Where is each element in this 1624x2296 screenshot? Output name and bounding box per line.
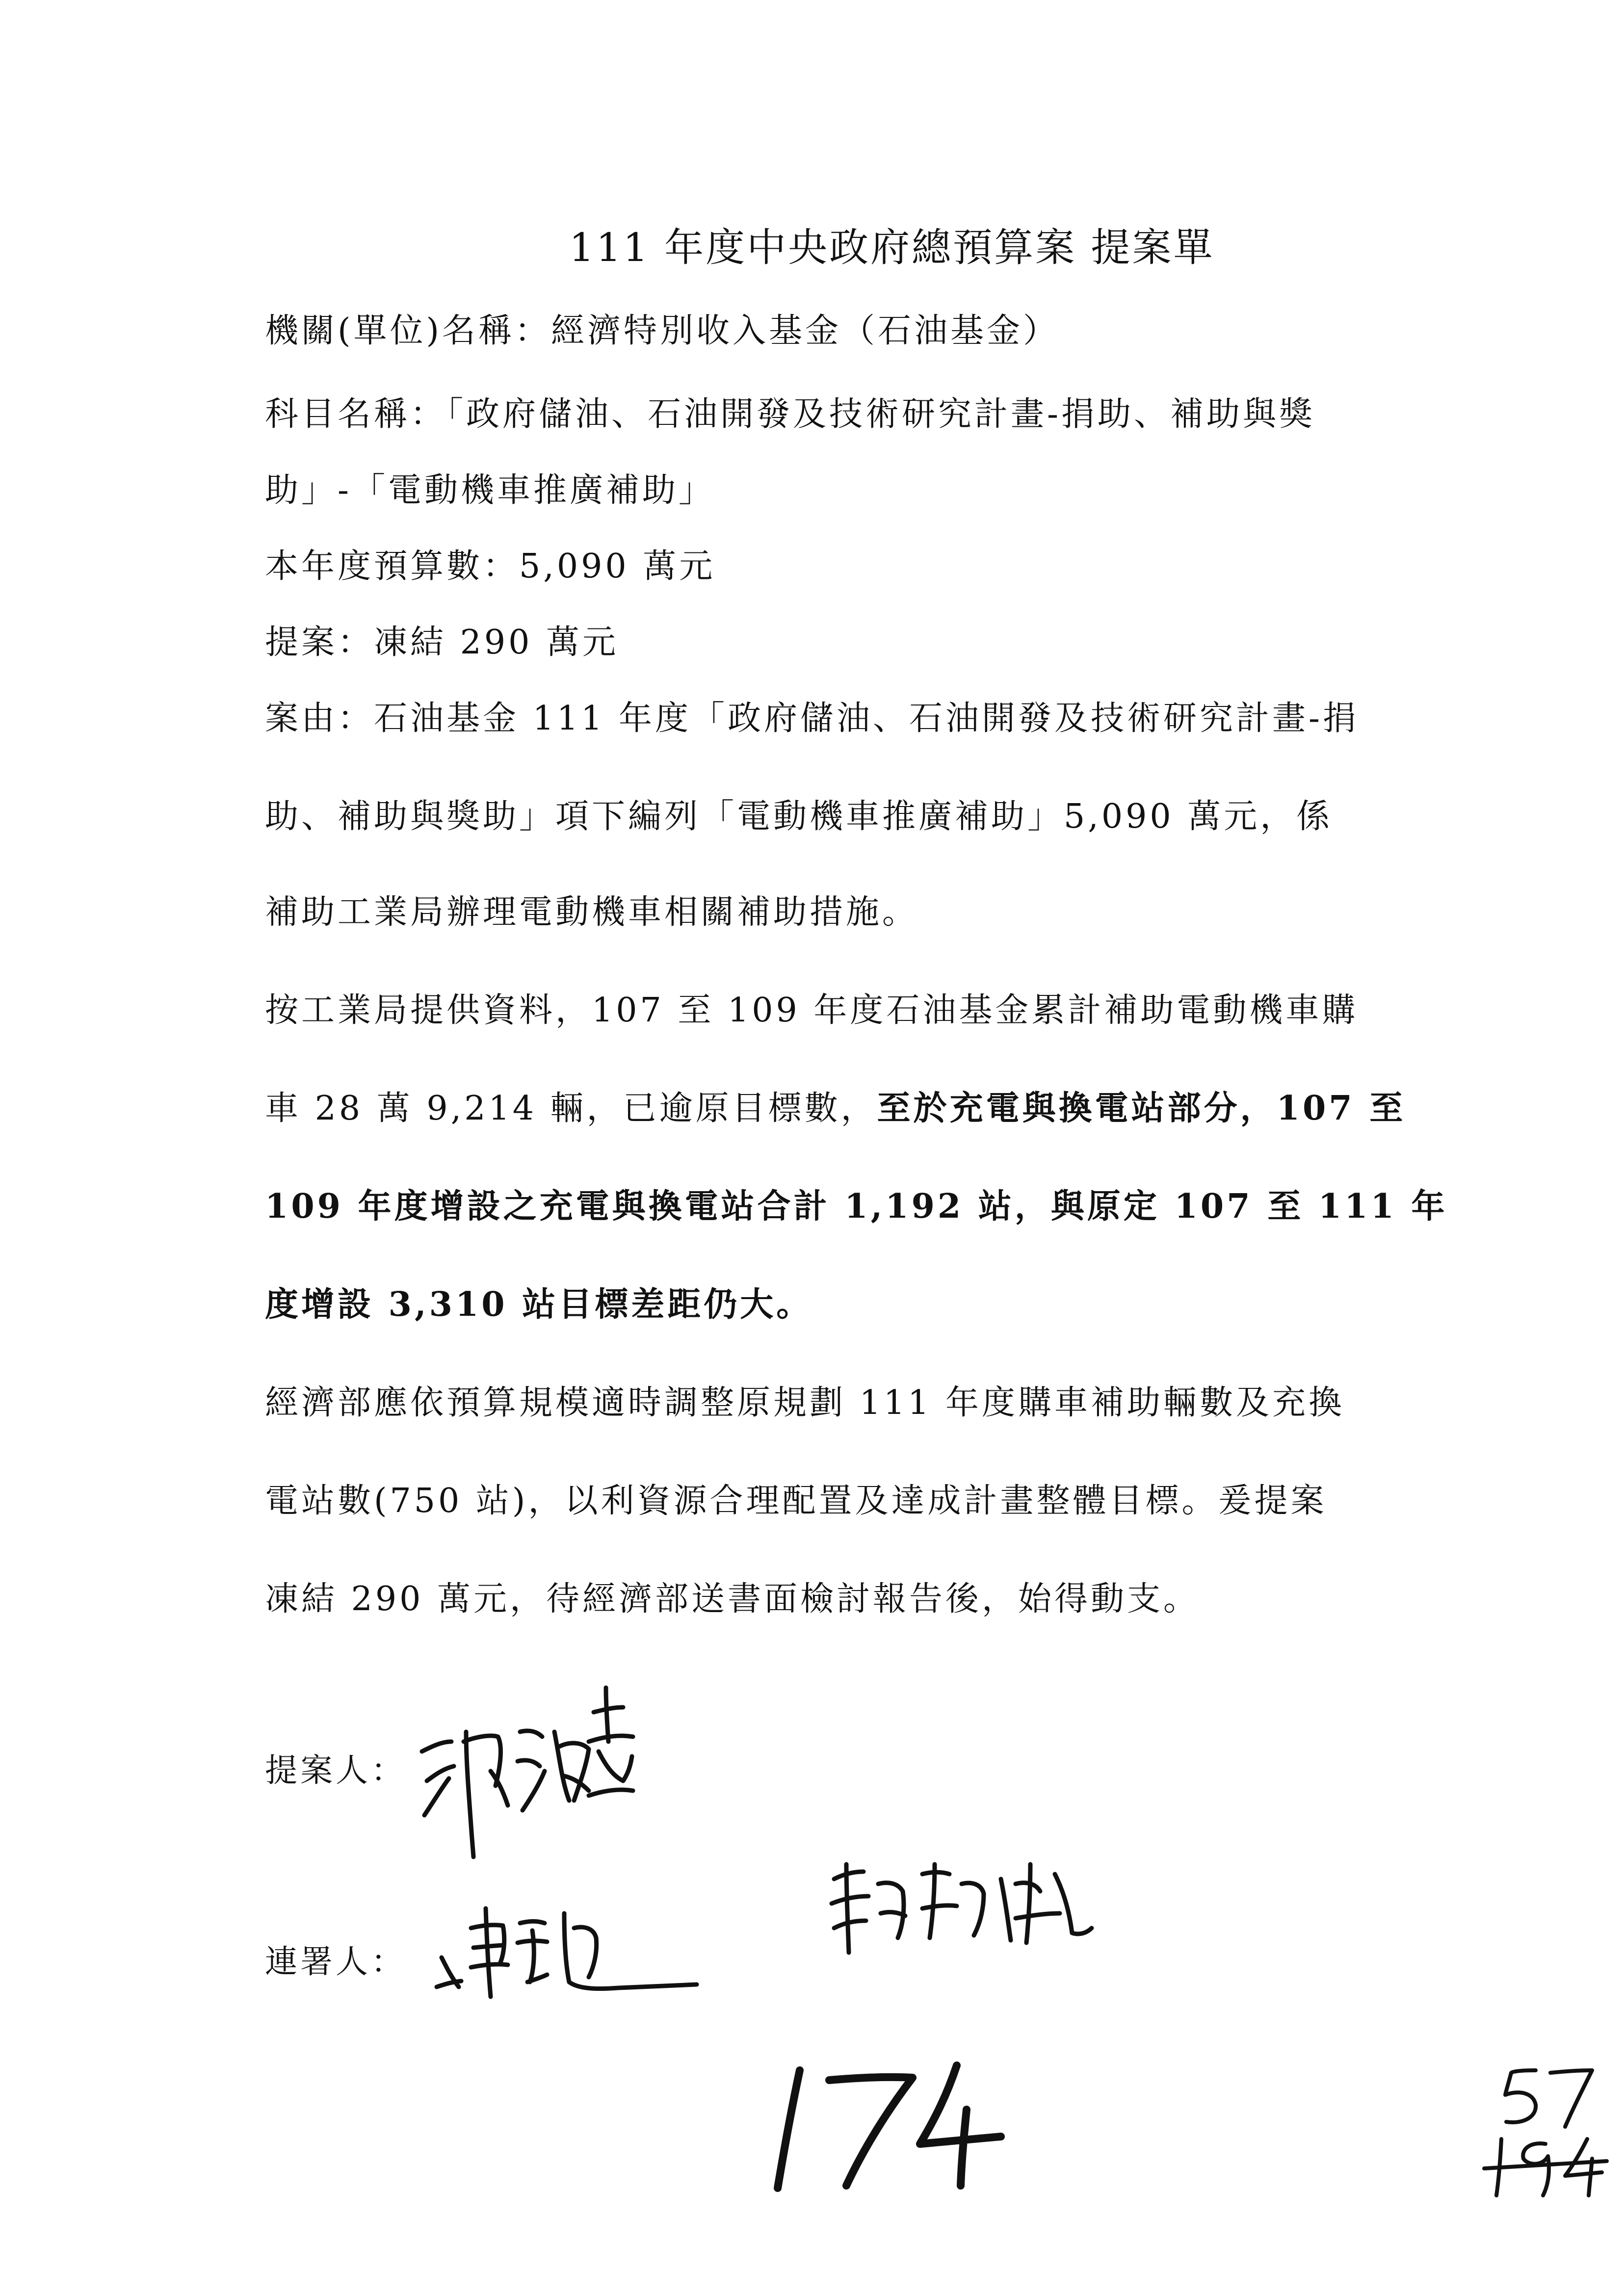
- subject-line-1: 科目名稱：「政府儲油、石油開發及技術研究計畫-捐助、補助與獎: [265, 395, 1315, 434]
- para2-line-1: 按工業局提供資料，107 至 109 年度石油基金累計補助電動機車購: [265, 991, 1359, 1030]
- handwritten-page-number: [765, 2051, 1011, 2198]
- para3-line-1: 經濟部應依預算規模適時調整原規劃 111 年度購車補助輛數及充換: [265, 1383, 1345, 1422]
- document-title: 111 年度中央政府總預算案 提案單: [569, 225, 1215, 270]
- handwritten-struck-number: [1482, 2129, 1609, 2203]
- agency-line: 機關(單位)名稱：經濟特別收入基金（石油基金）: [265, 312, 1060, 350]
- para2-line-2: [265, 1082, 1406, 1129]
- reason-line-1: 案由：石油基金 111 年度「政府儲油、石油開發及技術研究計畫-捐: [265, 699, 1359, 738]
- para2-line-2-normal: 車 28 萬 9,214 輛，已逾原目標數，: [265, 1089, 877, 1128]
- para2-line-2-bold: 至於充電與換電站部分，107 至: [877, 1089, 1406, 1128]
- cosigner-signature-2: [824, 1845, 1099, 1962]
- para3-line-2: 電站數(750 站)，以利資源合理配置及達成計畫整體目標。爰提案: [265, 1482, 1327, 1520]
- proposal-line: 提案：凍結 290 萬元: [265, 623, 619, 662]
- cosigner-label: 連署人：: [265, 1943, 406, 1981]
- budget-line: 本年度預算數：5,090 萬元: [265, 547, 716, 586]
- reason-line-2: 助、補助與獎助」項下編列「電動機車推廣補助」5,090 萬元，係: [265, 797, 1333, 836]
- subject-line-2: 助」-「電動機車推廣補助」: [265, 471, 715, 510]
- para3-line-3: 凍結 290 萬元，待經濟部送書面檢討報告後，始得動支。: [265, 1580, 1200, 1618]
- para2-line-3: 109 年度增設之充電與換電站合計 1,192 站，與原定 107 至 111 年: [265, 1187, 1448, 1226]
- para2-line-4: 度增設 3,310 站目標差距仍大。: [265, 1285, 813, 1324]
- cosigner-signature-1: [432, 1884, 707, 2002]
- reason-line-3: 補助工業局辦理電動機車相關補助措施。: [265, 893, 919, 932]
- handwritten-corner-number: [1492, 2061, 1604, 2129]
- proposer-signature: [412, 1668, 648, 1859]
- proposer-label: 提案人：: [265, 1751, 406, 1789]
